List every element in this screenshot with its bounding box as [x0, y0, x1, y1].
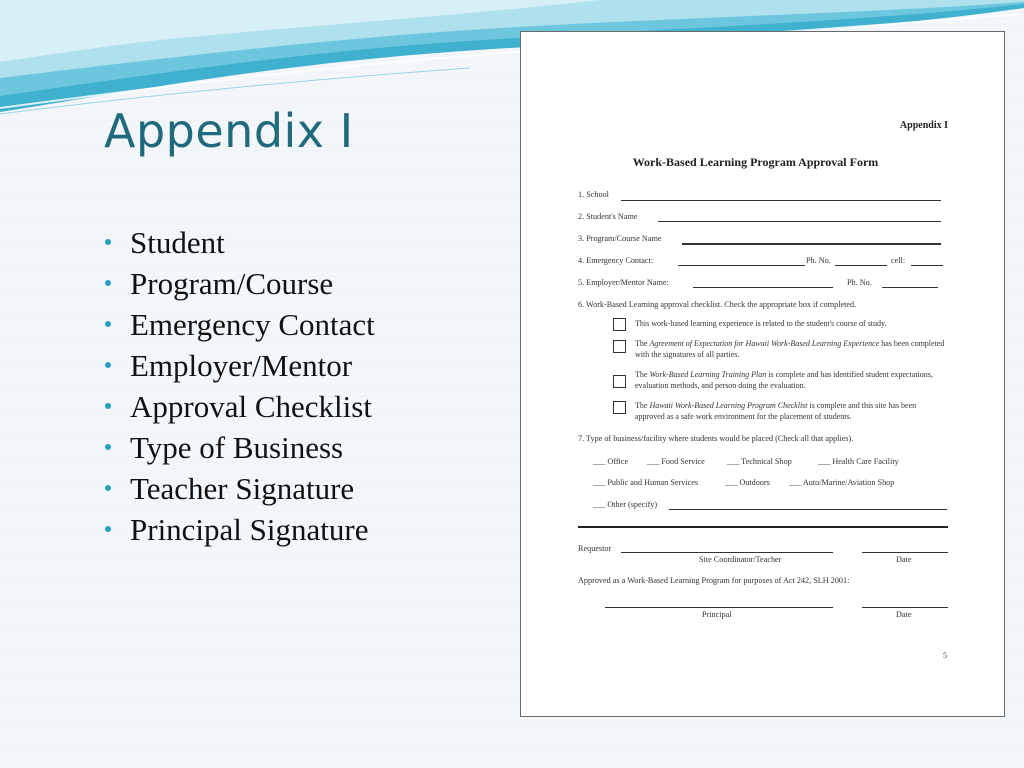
business-heading: 7. Type of business/facility where students would be placed (Check all that applies). [578, 434, 854, 443]
bullet-dot [105, 444, 111, 450]
field-emergency-phone-line [835, 265, 887, 266]
requestor-date-label: Date [896, 555, 912, 564]
bullet-text: Teacher Signature [130, 471, 355, 506]
field-program-line [682, 243, 941, 245]
checklist-heading: 6. Work-Based Learning approval checklist. Check the appropriate box if completed. [578, 300, 857, 309]
checklist-checkbox [613, 340, 626, 353]
bullet-item [104, 263, 375, 304]
principal-date-label: Date [896, 610, 912, 619]
bullet-item [104, 345, 375, 386]
bullet-dot [105, 321, 111, 327]
bullet-item [104, 222, 375, 263]
field-emergency-phone-label: Ph. No. [806, 256, 831, 265]
requestor-date-line [862, 552, 948, 553]
bullet-list [104, 222, 375, 550]
bullet-dot [105, 280, 111, 286]
principal-signature-line [605, 607, 833, 608]
business-option-public: ___ Public and Human Services [593, 478, 699, 487]
checklist-item: This work-based learning experience is related to the student's course of study. [635, 319, 887, 328]
field-emergency-label: 4. Emergency Contact: [578, 256, 654, 265]
business-option-office: ___ Office [593, 457, 629, 466]
field-emergency-line [678, 265, 805, 266]
bullet-dot [105, 239, 111, 245]
slide-title: Appendix I [104, 104, 354, 158]
checklist-item: The Hawaii Work-Based Learning Program Checklist is complete and this site has been approved as a safe work environment for the placement of students. [635, 401, 917, 421]
field-emergency-cell-line [911, 265, 943, 266]
form-divider [578, 526, 948, 528]
principal-date-line [862, 607, 948, 608]
business-option-technical: ___ Technical Shop [727, 457, 792, 466]
form-appendix-label: Appendix I [899, 120, 948, 131]
field-school-label: 1. School [578, 190, 609, 199]
requestor-label: Requestor [578, 544, 612, 553]
bullet-text: Approval Checklist [130, 389, 372, 424]
bullet-item [104, 509, 375, 550]
field-employer-label: 5. Employer/Mentor Name: [578, 278, 669, 287]
checklist-item: The Work-Based Learning Training Plan is complete and has identified student expectations, evaluation methods, and person doing the evaluation. [635, 370, 933, 390]
bullet-item [104, 304, 375, 345]
bullet-text: Type of Business [130, 430, 344, 465]
requestor-signature-line [621, 552, 833, 553]
business-option-other: ___ Other (specify) [593, 500, 658, 509]
bullet-text: Emergency Contact [130, 307, 375, 342]
business-option-auto: ___ Auto/Marine/Aviation Shop [789, 478, 895, 487]
bullet-text: Employer/Mentor [130, 348, 353, 383]
field-student-label: 2. Student's Name [578, 212, 638, 221]
checklist-checkbox [613, 318, 626, 331]
bullet-text: Student [130, 225, 225, 260]
checklist-item: The Agreement of Expectation for Hawaii Work-Based Learning Experience has been completed with the signatures of all parties. [635, 339, 945, 359]
form-title: Work-Based Learning Program Approval Form [632, 155, 879, 169]
field-emergency-cell-label: cell: [891, 256, 906, 265]
field-employer-phone-line [882, 287, 938, 288]
checklist-checkbox [613, 401, 626, 414]
business-option-outdoors: ___ Outdoors [725, 478, 770, 487]
business-option-healthcare: ___ Health Care Facility [818, 457, 899, 466]
approval-statement: Approved as a Work-Based Learning Program for purposes of Act 242, SLH 2001: [578, 576, 850, 585]
bullet-dot [105, 362, 111, 368]
field-employer-phone-label: Ph. No. [847, 278, 872, 287]
form-page-number: 5 [943, 651, 948, 660]
bullet-item [104, 427, 375, 468]
business-option-food: ___ Food Service [647, 457, 705, 466]
principal-label: Principal [702, 610, 732, 619]
bullet-dot [105, 485, 111, 491]
field-student-line [658, 221, 941, 222]
field-school-line [621, 200, 941, 201]
site-coordinator-label: Site Coordinator/Teacher [699, 555, 782, 564]
bullet-dot [105, 403, 111, 409]
bullet-text: Principal Signature [130, 512, 369, 547]
approval-form-image [520, 31, 1005, 717]
bullet-item [104, 468, 375, 509]
bullet-text: Program/Course [130, 266, 334, 301]
field-program-label: 3. Program/Course Name [578, 234, 662, 243]
checklist-checkbox [613, 375, 626, 388]
business-other-line [669, 509, 947, 510]
bullet-item [104, 386, 375, 427]
field-employer-line [693, 287, 833, 288]
bullet-dot [105, 526, 111, 532]
